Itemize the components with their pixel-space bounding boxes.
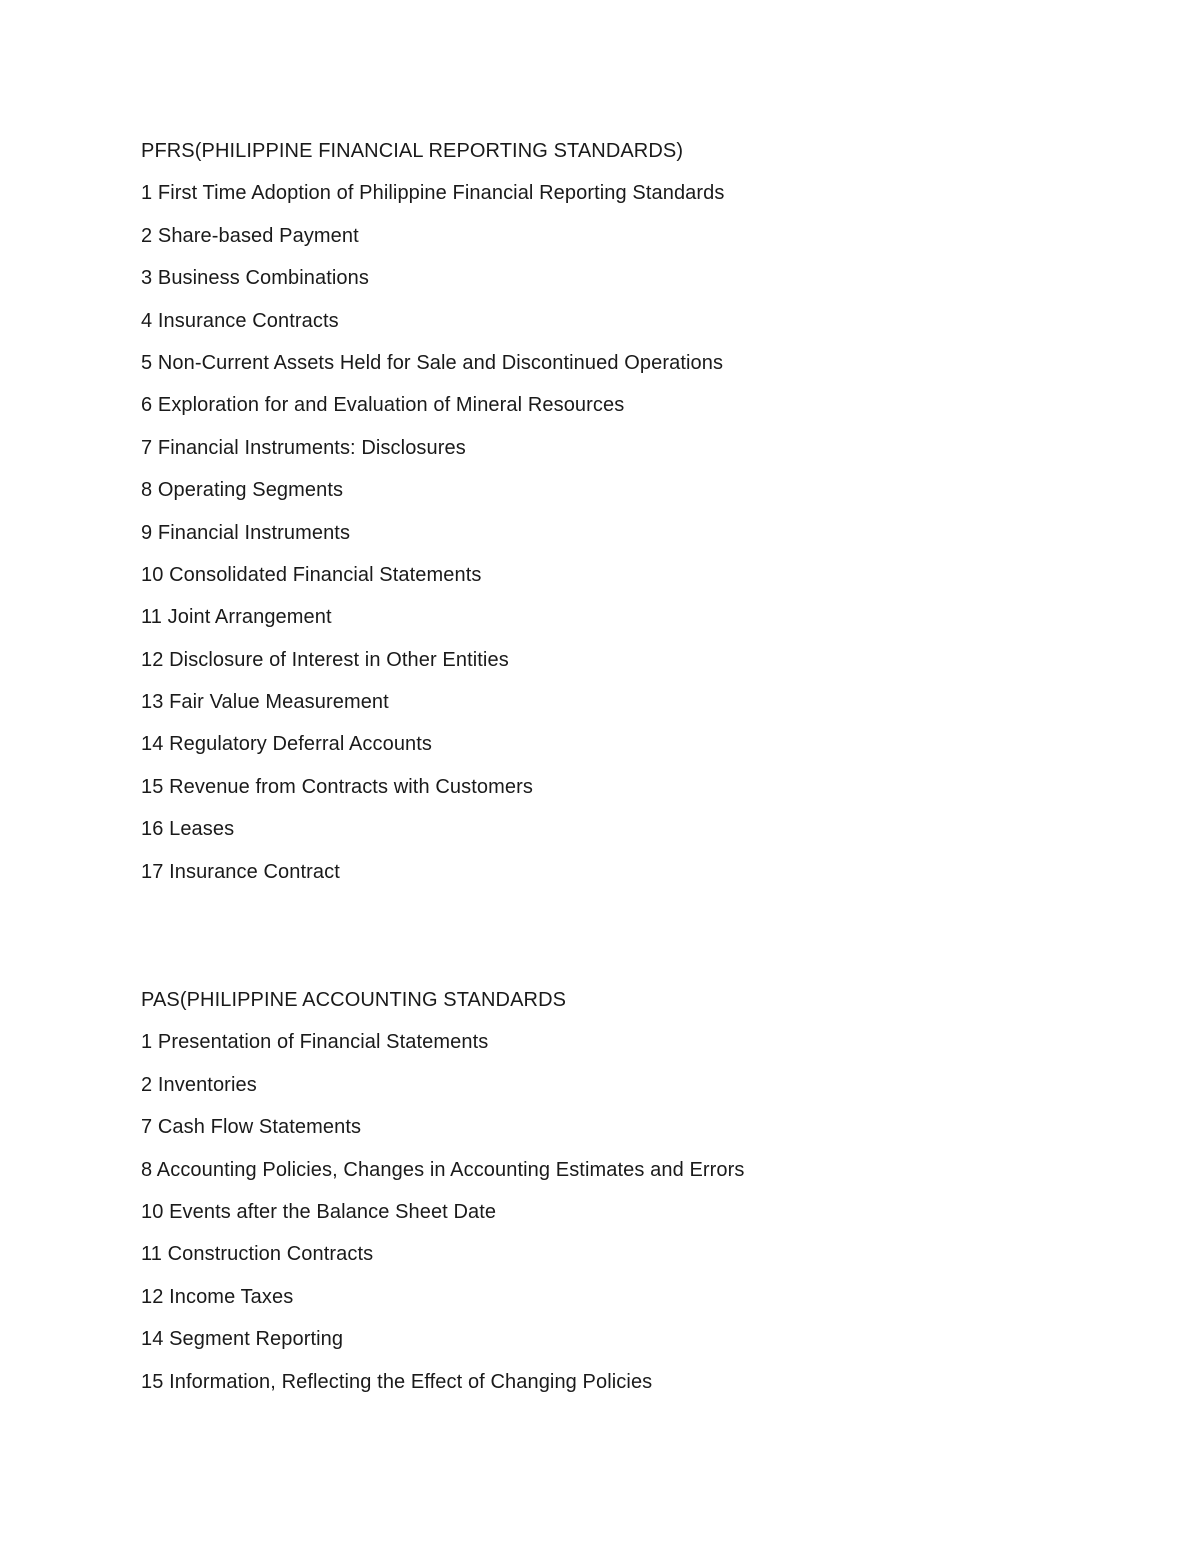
list-item: 12 Disclosure of Interest in Other Entities <box>141 648 509 671</box>
pas-heading: PAS(PHILIPPINE ACCOUNTING STANDARDS <box>141 989 567 1011</box>
pfrs-list <box>141 183 1121 881</box>
list-item: 10 Consolidated Financial Statements <box>141 563 482 586</box>
list-item: 15 Revenue from Contracts with Customers <box>141 775 533 798</box>
list-item: 7 Cash Flow Statements <box>141 1116 362 1139</box>
list-item: 15 Information, Reflecting the Effect of Changing Policies <box>141 1370 653 1393</box>
list-item: 1 First Time Adoption of Philippine Financial Reporting Standards <box>141 182 725 205</box>
pas-list <box>141 1032 1121 1391</box>
list-item: 2 Share-based Payment <box>141 224 359 247</box>
pas-section <box>141 990 1121 1414</box>
list-item: 11 Construction Contracts <box>141 1243 374 1266</box>
list-item: 6 Exploration for and Evaluation of Mineral Resources <box>141 394 625 417</box>
list-item: 8 Accounting Policies, Changes in Accounting Estimates and Errors <box>141 1158 745 1181</box>
pfrs-heading: PFRS(PHILIPPINE FINANCIAL REPORTING STANDARDS) <box>141 140 684 162</box>
list-item: 5 Non-Current Assets Held for Sale and Discontinued Operations <box>141 351 724 374</box>
list-item: 9 Financial Instruments <box>141 521 351 544</box>
pfrs-section <box>141 141 1121 904</box>
list-item: 12 Income Taxes <box>141 1285 294 1308</box>
list-item: 17 Insurance Contract <box>141 860 340 883</box>
list-item: 11 Joint Arrangement <box>141 606 332 629</box>
list-item: 4 Insurance Contracts <box>141 309 339 332</box>
list-item: 3 Business Combinations <box>141 267 369 290</box>
list-item: 8 Operating Segments <box>141 479 344 502</box>
list-item: 14 Regulatory Deferral Accounts <box>141 733 433 756</box>
list-item: 16 Leases <box>141 818 235 841</box>
list-item: 13 Fair Value Measurement <box>141 691 389 714</box>
list-item: 7 Financial Instruments: Disclosures <box>141 436 466 459</box>
list-item: 14 Segment Reporting <box>141 1328 344 1351</box>
list-item: 10 Events after the Balance Sheet Date <box>141 1200 497 1223</box>
list-item: 2 Inventories <box>141 1073 257 1096</box>
list-item: 1 Presentation of Financial Statements <box>141 1031 489 1054</box>
